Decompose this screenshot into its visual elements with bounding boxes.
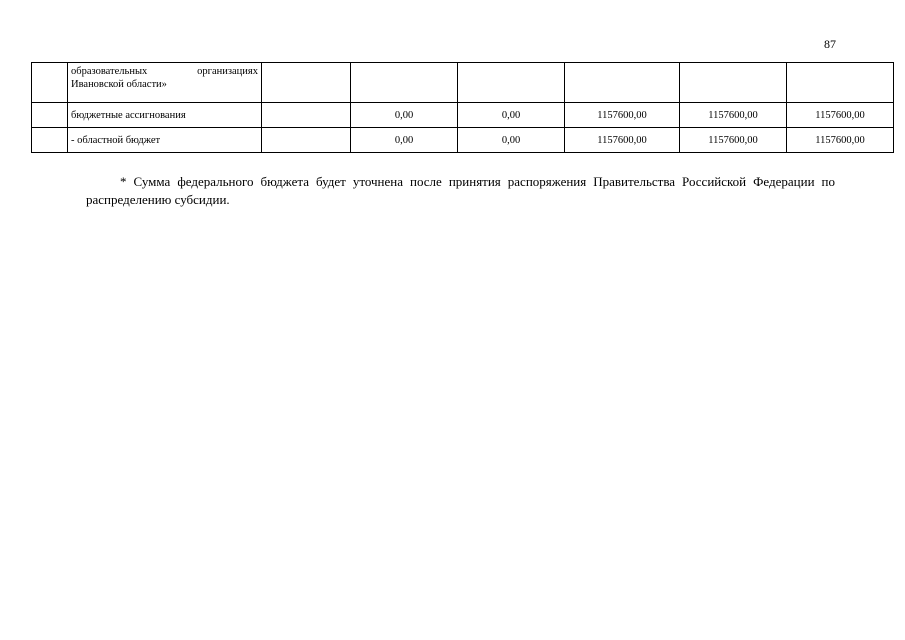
- budget-table: [31, 62, 894, 153]
- value-cell: [262, 128, 351, 153]
- value-cell: [787, 63, 894, 103]
- row-number-cell: [32, 103, 68, 128]
- value-cell: 1157600,00: [787, 128, 894, 153]
- value-cell: [458, 63, 565, 103]
- value-cell: 1157600,00: [565, 103, 680, 128]
- value-cell: [262, 103, 351, 128]
- page-number: 87: [824, 37, 836, 51]
- row-name-cell: бюджетные ассигнования: [68, 103, 262, 128]
- value-cell: 0,00: [458, 128, 565, 153]
- row-name-line: образовательных организациях: [71, 66, 258, 77]
- value-cell: 0,00: [351, 103, 458, 128]
- row-name-cell: - областной бюджет: [68, 128, 262, 153]
- value-cell: 1157600,00: [680, 128, 787, 153]
- row-number-cell: [32, 128, 68, 153]
- value-cell: 1157600,00: [565, 128, 680, 153]
- row-name-cell: [68, 63, 262, 103]
- value-cell: 1157600,00: [787, 103, 894, 128]
- row-name-line: Ивановской области»: [71, 79, 167, 90]
- value-cell: 0,00: [351, 128, 458, 153]
- table-row: [32, 103, 894, 128]
- value-cell: [565, 63, 680, 103]
- footnote: * Сумма федерального бюджета будет уточнена после принятия распоряжения Правительства Российской Федерации по распределению субсидии.: [86, 174, 835, 207]
- row-number-cell: [32, 63, 68, 103]
- value-cell: 1157600,00: [680, 103, 787, 128]
- value-cell: [351, 63, 458, 103]
- table-row: [32, 128, 894, 153]
- value-cell: [262, 63, 351, 103]
- table-row: [32, 63, 894, 103]
- value-cell: 0,00: [458, 103, 565, 128]
- value-cell: [680, 63, 787, 103]
